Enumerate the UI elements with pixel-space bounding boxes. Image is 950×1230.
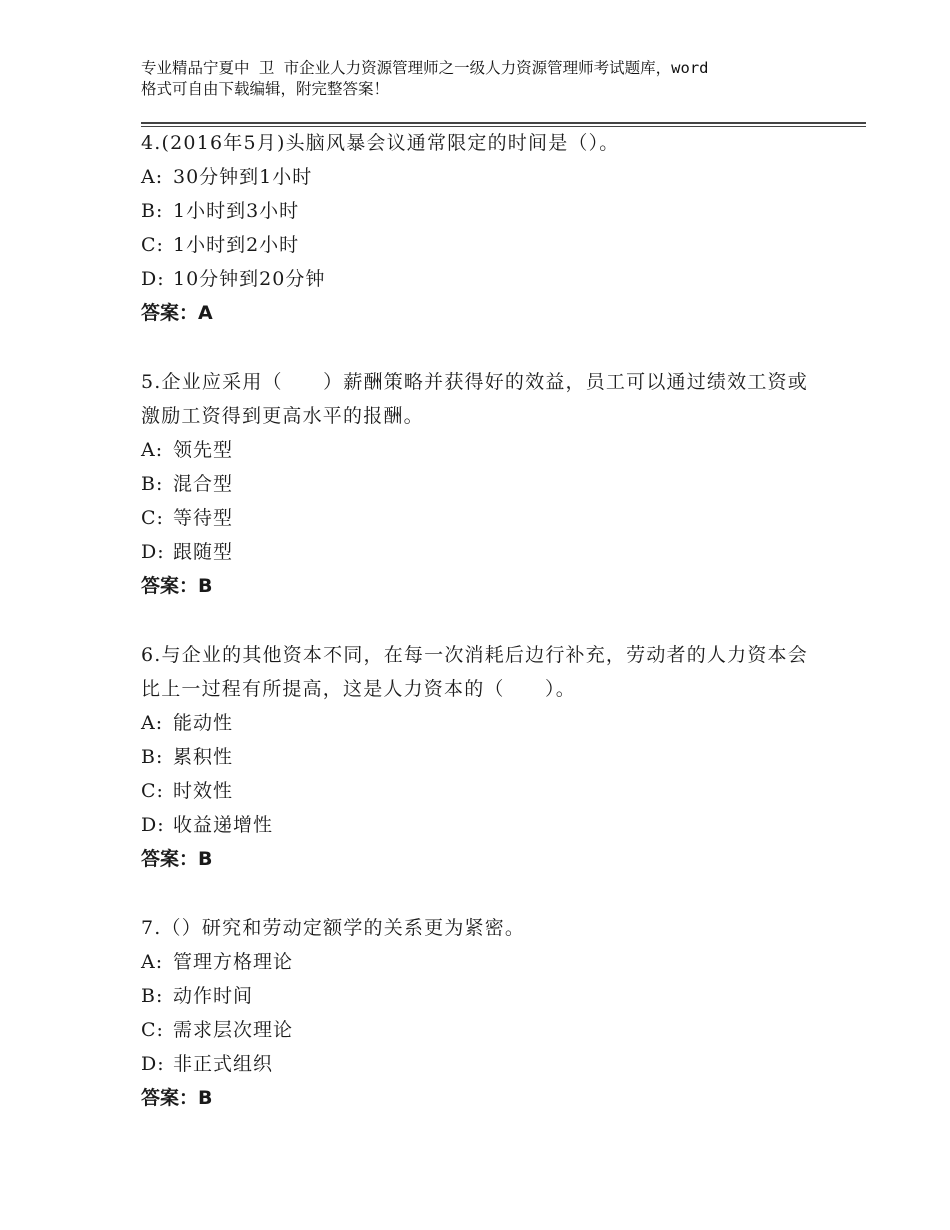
answer: 答案：A (141, 302, 213, 324)
option-text: 管理方格理论 (173, 951, 294, 973)
option-a (141, 945, 821, 979)
option-text: 动作时间 (173, 985, 254, 1007)
option-text: 跟随型 (173, 541, 234, 563)
option-label: C: (141, 780, 164, 802)
answer: 答案：B (141, 1087, 213, 1109)
option-label: D: (141, 541, 165, 563)
option-c (141, 774, 821, 808)
option-text: 1小时到3小时 (173, 200, 300, 222)
option-label: A: (141, 712, 164, 734)
option-label: C: (141, 1019, 164, 1041)
document-header (141, 58, 841, 100)
option-label: B: (141, 473, 164, 495)
option-label: B: (141, 200, 164, 222)
option-text: 能动性 (173, 712, 234, 734)
question-text: 7.（）研究和劳动定额学的关系更为紧密。 (141, 917, 526, 939)
option-c (141, 1013, 821, 1047)
option-text: 非正式组织 (173, 1053, 274, 1075)
question-text: 6.与企业的其他资本不同，在每一次消耗后边行补充，劳动者的人力资本会比上一过程有所提高，这是人力资本的（ ）。 (141, 644, 808, 700)
option-text: 30分钟到1小时 (173, 166, 313, 188)
option-c (141, 501, 821, 535)
option-text: 收益递增性 (173, 814, 274, 836)
option-label: B: (141, 985, 164, 1007)
option-text: 1小时到2小时 (173, 234, 300, 256)
question-6 (141, 638, 821, 876)
option-b (141, 740, 821, 774)
option-d (141, 535, 821, 569)
option-text: 领先型 (173, 439, 234, 461)
option-a (141, 706, 821, 740)
option-a (141, 433, 821, 467)
option-label: D: (141, 268, 165, 290)
option-label: C: (141, 507, 164, 529)
option-label: A: (141, 166, 164, 188)
option-d (141, 808, 821, 842)
question-text: 5.企业应采用（ ）薪酬策略并获得好的效益，员工可以通过绩效工资或激励工资得到更高水平的报酬。 (141, 371, 808, 427)
option-d (141, 262, 821, 296)
option-label: D: (141, 814, 165, 836)
option-label: A: (141, 951, 164, 973)
option-text: 需求层次理论 (173, 1019, 294, 1041)
answer: 答案：B (141, 848, 213, 870)
option-text: 累积性 (173, 746, 234, 768)
question-text: 4.(2016年5月)头脑风暴会议通常限定的时间是（）。 (141, 132, 620, 154)
option-label: C: (141, 234, 164, 256)
option-a (141, 160, 821, 194)
option-c (141, 228, 821, 262)
option-label: B: (141, 746, 164, 768)
option-d (141, 1047, 821, 1081)
header-line-2: 格式可自由下载编辑，附完整答案！ (141, 80, 390, 98)
option-text: 等待型 (173, 507, 234, 529)
header-line-1: 专业精品宁夏中 卫 市企业人力资源管理师之一级人力资源管理师考试题库，word (141, 59, 709, 77)
option-text: 时效性 (173, 780, 234, 802)
option-b (141, 194, 821, 228)
option-b (141, 467, 821, 501)
header-divider-thick (141, 122, 866, 124)
option-text: 混合型 (173, 473, 234, 495)
option-label: A: (141, 439, 164, 461)
option-label: D: (141, 1053, 165, 1075)
question-5 (141, 365, 821, 603)
option-text: 10分钟到20分钟 (173, 268, 326, 290)
answer: 答案：B (141, 575, 213, 597)
option-b (141, 979, 821, 1013)
question-7 (141, 911, 821, 1115)
question-4 (141, 126, 821, 330)
